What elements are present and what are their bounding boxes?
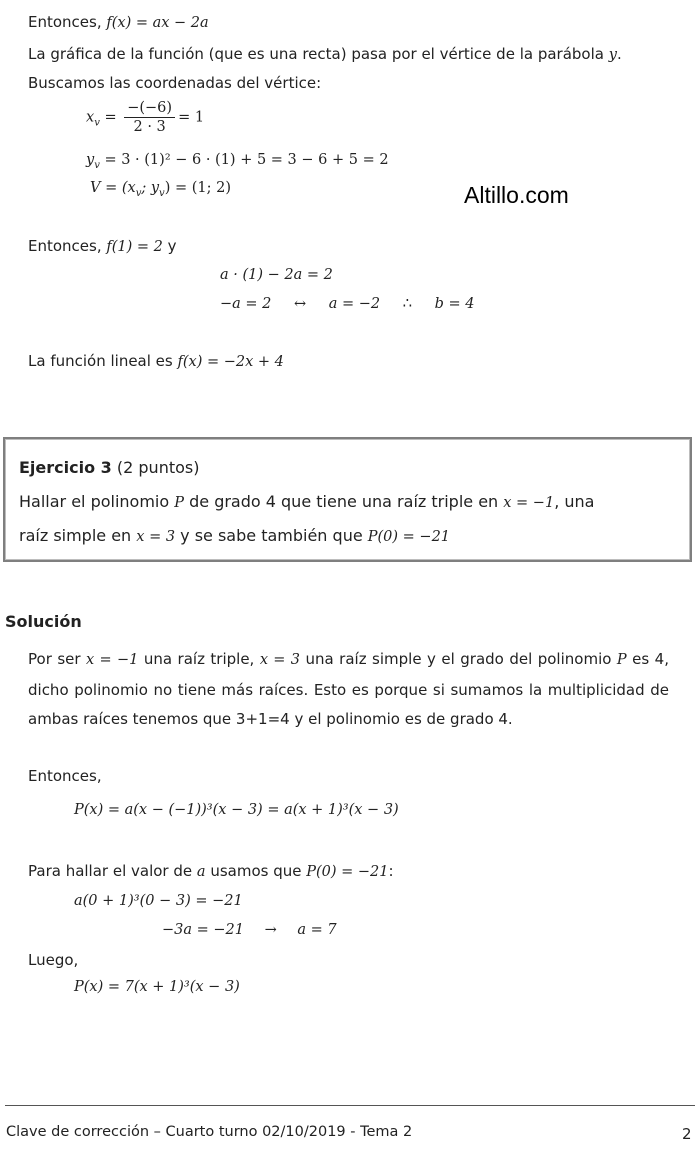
page-number: 2 [682,1125,692,1143]
find-a-sentence [28,861,394,882]
footer-text: Clave de corrección – Cuarto turno 02/10/2019 - Tema 2 [6,1124,413,1140]
text: usamos que [205,862,307,880]
solution-entonces [28,766,102,786]
text-entonces: Entonces, [28,13,107,31]
text: Entonces, [28,767,102,785]
exercise-line-1 [19,492,594,513]
intro-f-definition [28,12,209,33]
math-eq2a: −a = 2 [220,296,272,312]
math-final: P(x) = 7(x + 1)³(x − 3) [74,979,240,995]
math-lineal: f(x) = −2x + 4 [177,354,284,370]
math-y: y [86,152,95,168]
text: Para hallar el valor de [28,862,197,880]
linear-function-sentence [28,351,284,372]
math-rhs: = 1 [178,109,205,126]
polynomial-form [74,800,399,820]
exercise-points: (2 puntos) [111,458,200,477]
text: , una [554,492,595,511]
fraction-numerator: −(−6) [124,99,175,118]
search-sentence [28,73,321,93]
equation-a-result [162,920,337,940]
text: Hallar el polinomio [19,492,175,511]
math-sub-v: v [94,159,100,171]
solution-paragraph [28,645,669,735]
f1-sentence [28,236,177,257]
text: Luego, [28,951,79,969]
math-a: a [196,864,206,880]
math-sub-v: v [159,187,165,199]
text-y: y [162,237,177,255]
math-eq-a1: a(0 + 1)³(0 − 3) = −21 [74,893,243,909]
math-eq-a2-l: −3a = −21 [162,922,244,938]
math-rhs: = 3 · (1)² − 6 · (1) + 5 = 3 − 6 + 5 = 2 [99,152,389,168]
equation-a-sub [74,891,243,911]
text-period: . [616,45,622,63]
text: Por ser [28,650,87,668]
watermark: Altillo.com [464,182,569,208]
math-x-root: x = −1 [503,495,555,511]
math-eq2b: a = −2 [328,296,381,312]
text: es 4, dicho polinomio no tiene más raíces. Esto es porque si sumamos la multiplicidad de ambas raíces tenemos que 3+1=4 y el polinomio es de grado 4. [28,650,669,728]
math-equals: = [99,109,122,126]
math-vertex-mid: ; y [141,180,160,196]
math-x-root: x = 3 [136,529,176,545]
math-px: P(x) = a(x − (−1))³(x − 3) = a(x + 1)³(x − 3) [74,802,399,818]
math-P: P [174,495,185,511]
text: de grado 4 que tiene una raíz triple en [184,492,504,511]
text: una raíz triple, [138,650,260,668]
solution-heading [5,612,82,632]
fraction-denominator: 2 · 3 [133,119,166,135]
final-polynomial [74,977,240,997]
math-x: x [86,109,95,126]
graph-sentence [28,44,622,65]
arrow-symbol: → [264,922,277,938]
footer-divider [5,1105,695,1106]
text: : [388,862,394,880]
exercise-title [19,458,199,478]
equation-solve-a [220,294,474,314]
math-P: P [616,652,627,668]
equation-a [220,265,333,285]
math-P0: P(0) = −21 [306,864,389,880]
iff-symbol: ↔ [294,296,307,312]
math-f-def: f(x) = ax − 2a [106,15,209,31]
xv-equation [86,99,204,136]
math-f1: f(1) = 2 [106,239,163,255]
math-y: y [608,47,617,63]
math-eq2c: b = 4 [434,296,475,312]
text-graph: La gráfica de la función (que es una recta) pasa por el vértice de la parábola [28,45,609,63]
math-x1: x = −1 [86,652,139,668]
math-sub-v: v [94,117,100,129]
yv-equation [86,150,389,176]
math-P0: P(0) = −21 [367,529,451,545]
text-lineal: La función lineal es [28,352,178,370]
text-entonces: Entonces, [28,237,107,255]
math-sub-v: v [135,187,142,199]
exercise-line-2 [19,526,450,547]
therefore-symbol: ∴ [402,296,412,312]
fraction [124,99,175,136]
math-x2: x = 3 [259,652,301,668]
math-vertex: V = (x [90,180,136,196]
exercise-title-bold: Ejercicio 3 [19,458,112,477]
text-search: Buscamos las coordenadas del vértice: [28,74,322,92]
vertex-equation [90,178,231,204]
math-vertex-end: ) = (1; 2) [164,180,231,196]
text: y se sabe también que [175,526,368,545]
math-eq1: a · (1) − 2a = 2 [220,267,333,283]
text: una raíz simple y el grado del polinomio [300,650,617,668]
solution-luego [28,950,78,970]
math-eq-a2-r: a = 7 [297,922,337,938]
text: raíz simple en [19,526,137,545]
solution-heading-bold: Solución [5,612,82,631]
